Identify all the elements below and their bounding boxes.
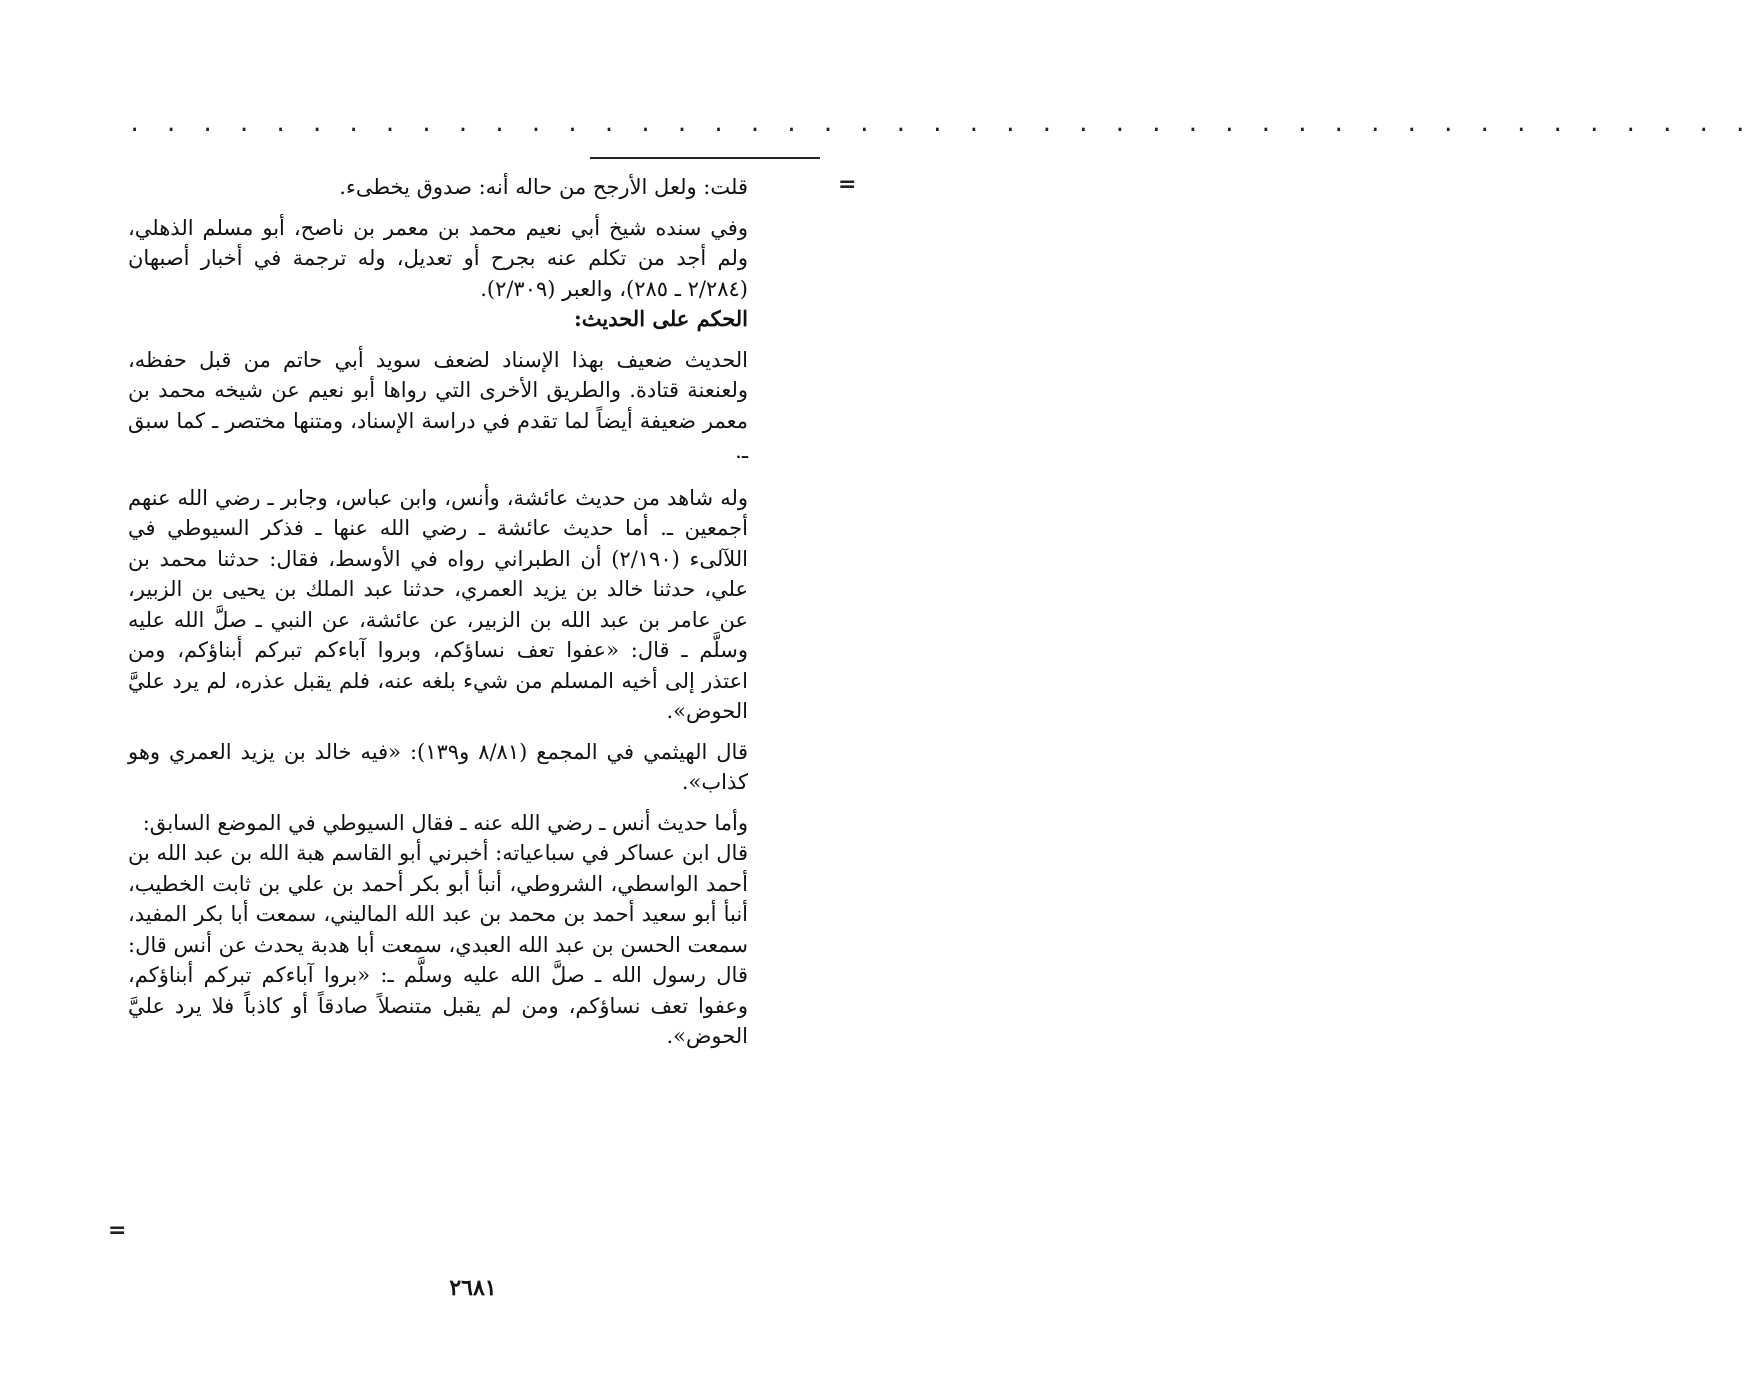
footnote-rule [590,157,820,159]
paragraph-chain-note: وفي سنده شيخ أبي نعيم محمد بن معمر بن ناصح، أبو مسلم الذهلي، ولم أجد من تكلم عنه بجرح أو تعديل، وله ترجمة في أخبار أصبهان (٢/٢٨٤ ـ ٢٨٥)، والعبر (٢/٣٠٩). [128,215,748,301]
page-number: ٢٦٨١ [449,1275,497,1301]
continuation-mark-right: = [838,172,857,197]
paragraph-haythami: قال الهيثمي في المجمع (٨/٨١ و١٣٩): «فيه خالد بن يزيد العمري وهو كذاب». [128,739,748,794]
paragraph-anas-intro: وأما حديث أنس ـ رضي الله عنه ـ فقال السيوطي في الموضع السابق: [142,810,748,835]
paragraph-aisha-witness: وله شاهد من حديث عائشة، وأنس، وابن عباس، وجابر ـ رضي الله عنهم أجمعين ـ. أما حديث عائشة ـ رضي الله عنها ـ فذكر السيوطي في اللآلىء (٢/١٩٠) أن الطبراني رواه في الأوسط، فقال: حدثنا محمد بن علي، حدثنا خالد بن يزيد العمري، حدثنا عبد الملك بن يحيى بن الزبير، عن عامر بن عبد الله بن الزبير، عن عائشة، عن النبي ـ صلَّ الله عليه وسلَّم ـ قال: «عفوا تعف نساؤكم، وبروا آباءكم تبركم أبناؤكم، ومن اعتذر إلى أخيه المسلم من شيء بلغه عنه، فلم يقبل عذره، لم يرد عليَّ الحوض». [128,485,748,723]
paragraph-ruling: الحديث ضعيف بهذا الإسناد لضعف سويد أبي حاتم من قبل حفظه، ولعنعنة قتادة. والطريق الأخرى التي رواها أبو نعيم عن شيخه محمد بن معمر ضعيفة أيضاً لما تقدم في دراسة الإسناد، ومتنها مختصر ـ كما سبق ـ. [128,347,748,463]
continuation-mark-left: = [108,1218,127,1243]
main-text [128,172,748,1052]
paragraph-ibn-asakir: قال ابن عساكر في سباعياته: أخبرني أبو القاسم هبة الله بن عبد الله بن أحمد الواسطي، الشروطي، أنبأ أبو بكر أحمد بن علي بن ثابت الخطيب، أنبأ أبو سعيد أحمد بن محمد بن عبد الله الماليني، سمعت أبا بكر المفيد، سمعت الحسن بن عبد الله العبدي، سمعت أبا هدبة يحدث عن أنس قال: قال رسول الله ـ صلَّ الله عليه وسلَّم ـ: «بروا آباءكم تبركم أبناؤكم، وعفوا تعف نساؤكم، ومن لم يقبل متنصلاً صادقاً أو كاذباً فلا يرد عليَّ الحوض». [128,841,748,1048]
section-heading: الحكم على الحديث: [574,306,748,331]
paragraph-opinion: قلت: ولعل الأرجح من حاله أنه: صدوق يخطىء. [339,175,748,199]
dotted-separator: . . . . . . . . . . . . . . . . . . . . . . . . . . . . . . . . . . . . . . . . . . . . . [128,112,1752,137]
